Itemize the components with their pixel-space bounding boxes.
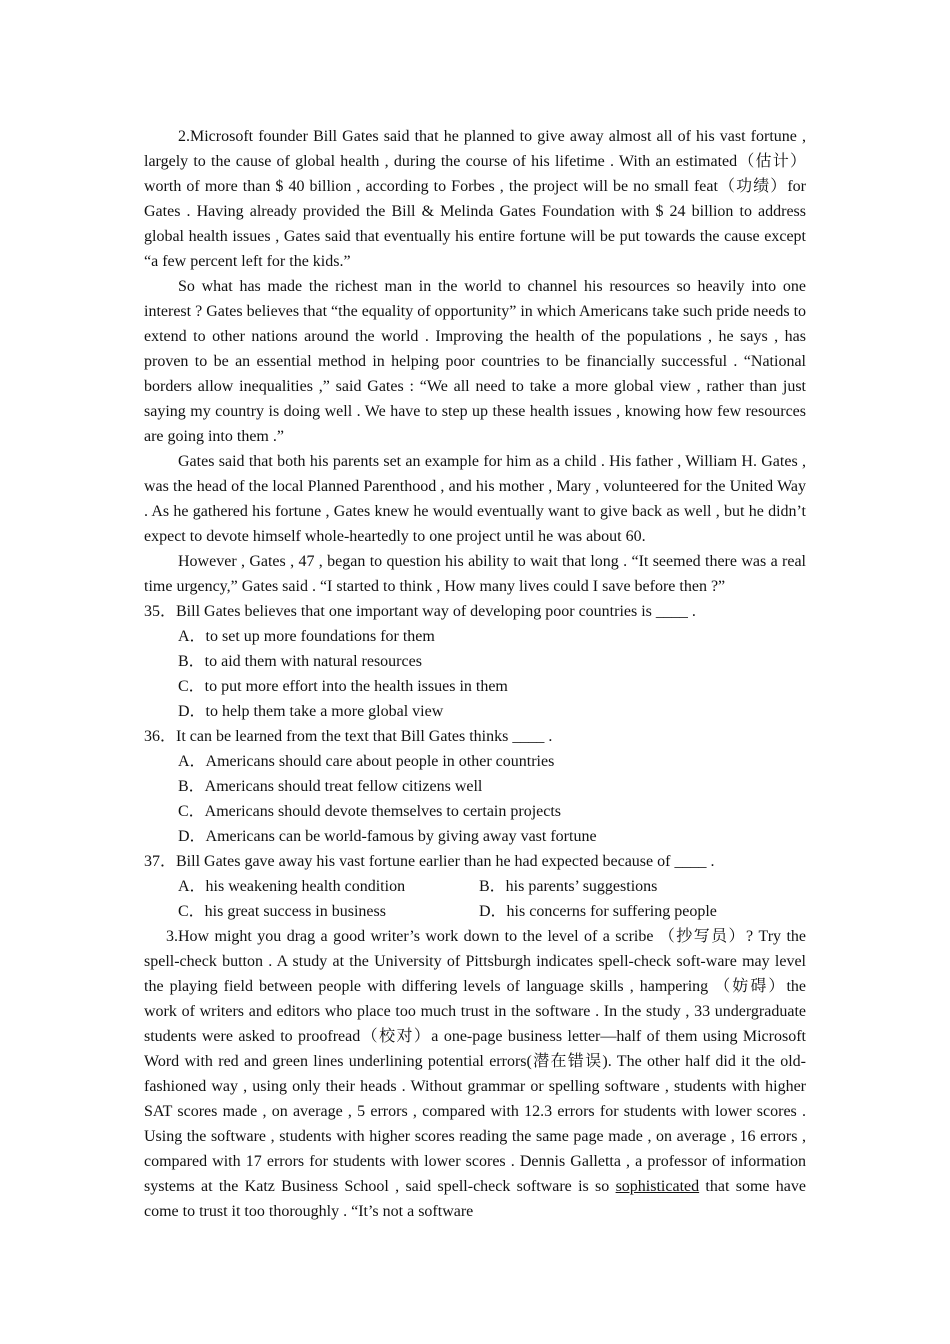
option-b: B．his parents’ suggestions xyxy=(479,878,658,895)
option-a: A．to set up more foundations for them xyxy=(178,628,435,645)
passage3-paragraph-1 xyxy=(144,924,806,1224)
passage2-paragraph-4: However , Gates , 47 , began to question his ability to wait that long . “It seemed there was a real time urgency,” Gates said . “I started to think , How many lives could I save before then ?” xyxy=(144,553,806,595)
option-c: C．his great success in business xyxy=(178,903,386,920)
option-a: A．Americans should care about people in other countries xyxy=(178,753,555,770)
passage3-text-before: 3.How might you drag a good writer’s work down to the level of a scribe （抄写员）? Try the spell-check button . A study at the University of Pittsburgh indicates spell-check soft-ware may level the playing field between people with differing levels of language skills , hampering （妨碍）the work of writers and editors who place too much trust in the software . In the study , 33 undergraduate students were asked to proofread（校对）a one-page business letter—half of them using Microsoft Word with red and green lines underlining potential errors(潜在错误). The other half did it the old-fashioned way , using only their heads . Without grammar or spelling software , students with higher SAT scores made , on average , 5 errors , compared with 12.3 errors for students with lower scores . Using the software , students with higher scores reading the same page made , on average , 16 errors , compared with 17 errors for students with lower scores . Dennis Galletta , a professor of information systems at the Katz Business School , said spell-check software is so xyxy=(144,928,806,1195)
option-d: D．to help them take a more global view xyxy=(178,703,444,720)
passage3-text-after: that some have come to trust it too thoroughly . “It’s not a software xyxy=(144,1178,807,1220)
question-stem: 36．It can be learned from the text that Bill Gates thinks ____ . xyxy=(144,728,553,745)
option-b: B．Americans should treat fellow citizens well xyxy=(178,778,483,795)
passage2-paragraph-3: Gates said that both his parents set an example for him as a child . His father , William H. Gates , was the head of the local Planned Parenthood , and his mother , Mary , volunteered for the United Way . As he gathered his fortune , Gates knew he would eventually want to give back as well , but he didn’t expect to devote himself whole-heartedly to one project until he was about 60. xyxy=(144,453,806,545)
question-stem: 37．Bill Gates gave away his vast fortune earlier than he had expected because of ____ . xyxy=(144,853,715,870)
document-page xyxy=(144,124,806,1224)
question-37 xyxy=(144,849,806,924)
option-row xyxy=(144,899,806,924)
option-d: D．his concerns for suffering people xyxy=(479,903,717,920)
option-c: C．to put more effort into the health issues in them xyxy=(178,678,508,695)
passage2-paragraph-1: 2.Microsoft founder Bill Gates said that he planned to give away almost all of his vast fortune , largely to the cause of global health , during the course of his lifetime . With an estimated（估计） worth of more than $ 40 billion , according to Forbes , the project will be no small feat（功绩）for Gates . Having already provided the Bill & Melinda Gates Foundation with $ 24 billion to address global health issues , Gates said that eventually his entire fortune will be put towards the cause except “a few percent left for the kids.” xyxy=(144,128,806,270)
option-d: D．Americans can be world-famous by giving away vast fortune xyxy=(178,828,597,845)
option-row xyxy=(144,874,806,899)
question-35 xyxy=(144,599,806,724)
question-36 xyxy=(144,724,806,849)
option-a: A．his weakening health condition xyxy=(178,878,406,895)
option-c: C．Americans should devote themselves to certain projects xyxy=(178,803,562,820)
underlined-word: sophisticated xyxy=(615,1178,700,1195)
passage2-paragraph-2: So what has made the richest man in the world to channel his resources so heavily into one interest ? Gates believes that “the equality of opportunity” in which Americans take such pride needs to extend to other nations around the world . Improving the health of the populations , he says , has proven to be an essential method in helping poor countries to be financially successful . “National borders allow inequalities ,” said Gates : “We all need to take a more global view , rather than just saying my country is doing well . We have to step up these health issues , knowing how few resources are going into them .” xyxy=(144,278,807,445)
option-b: B．to aid them with natural resources xyxy=(178,653,422,670)
question-stem: 35．Bill Gates believes that one important way of developing poor countries is ____ . xyxy=(144,603,696,620)
